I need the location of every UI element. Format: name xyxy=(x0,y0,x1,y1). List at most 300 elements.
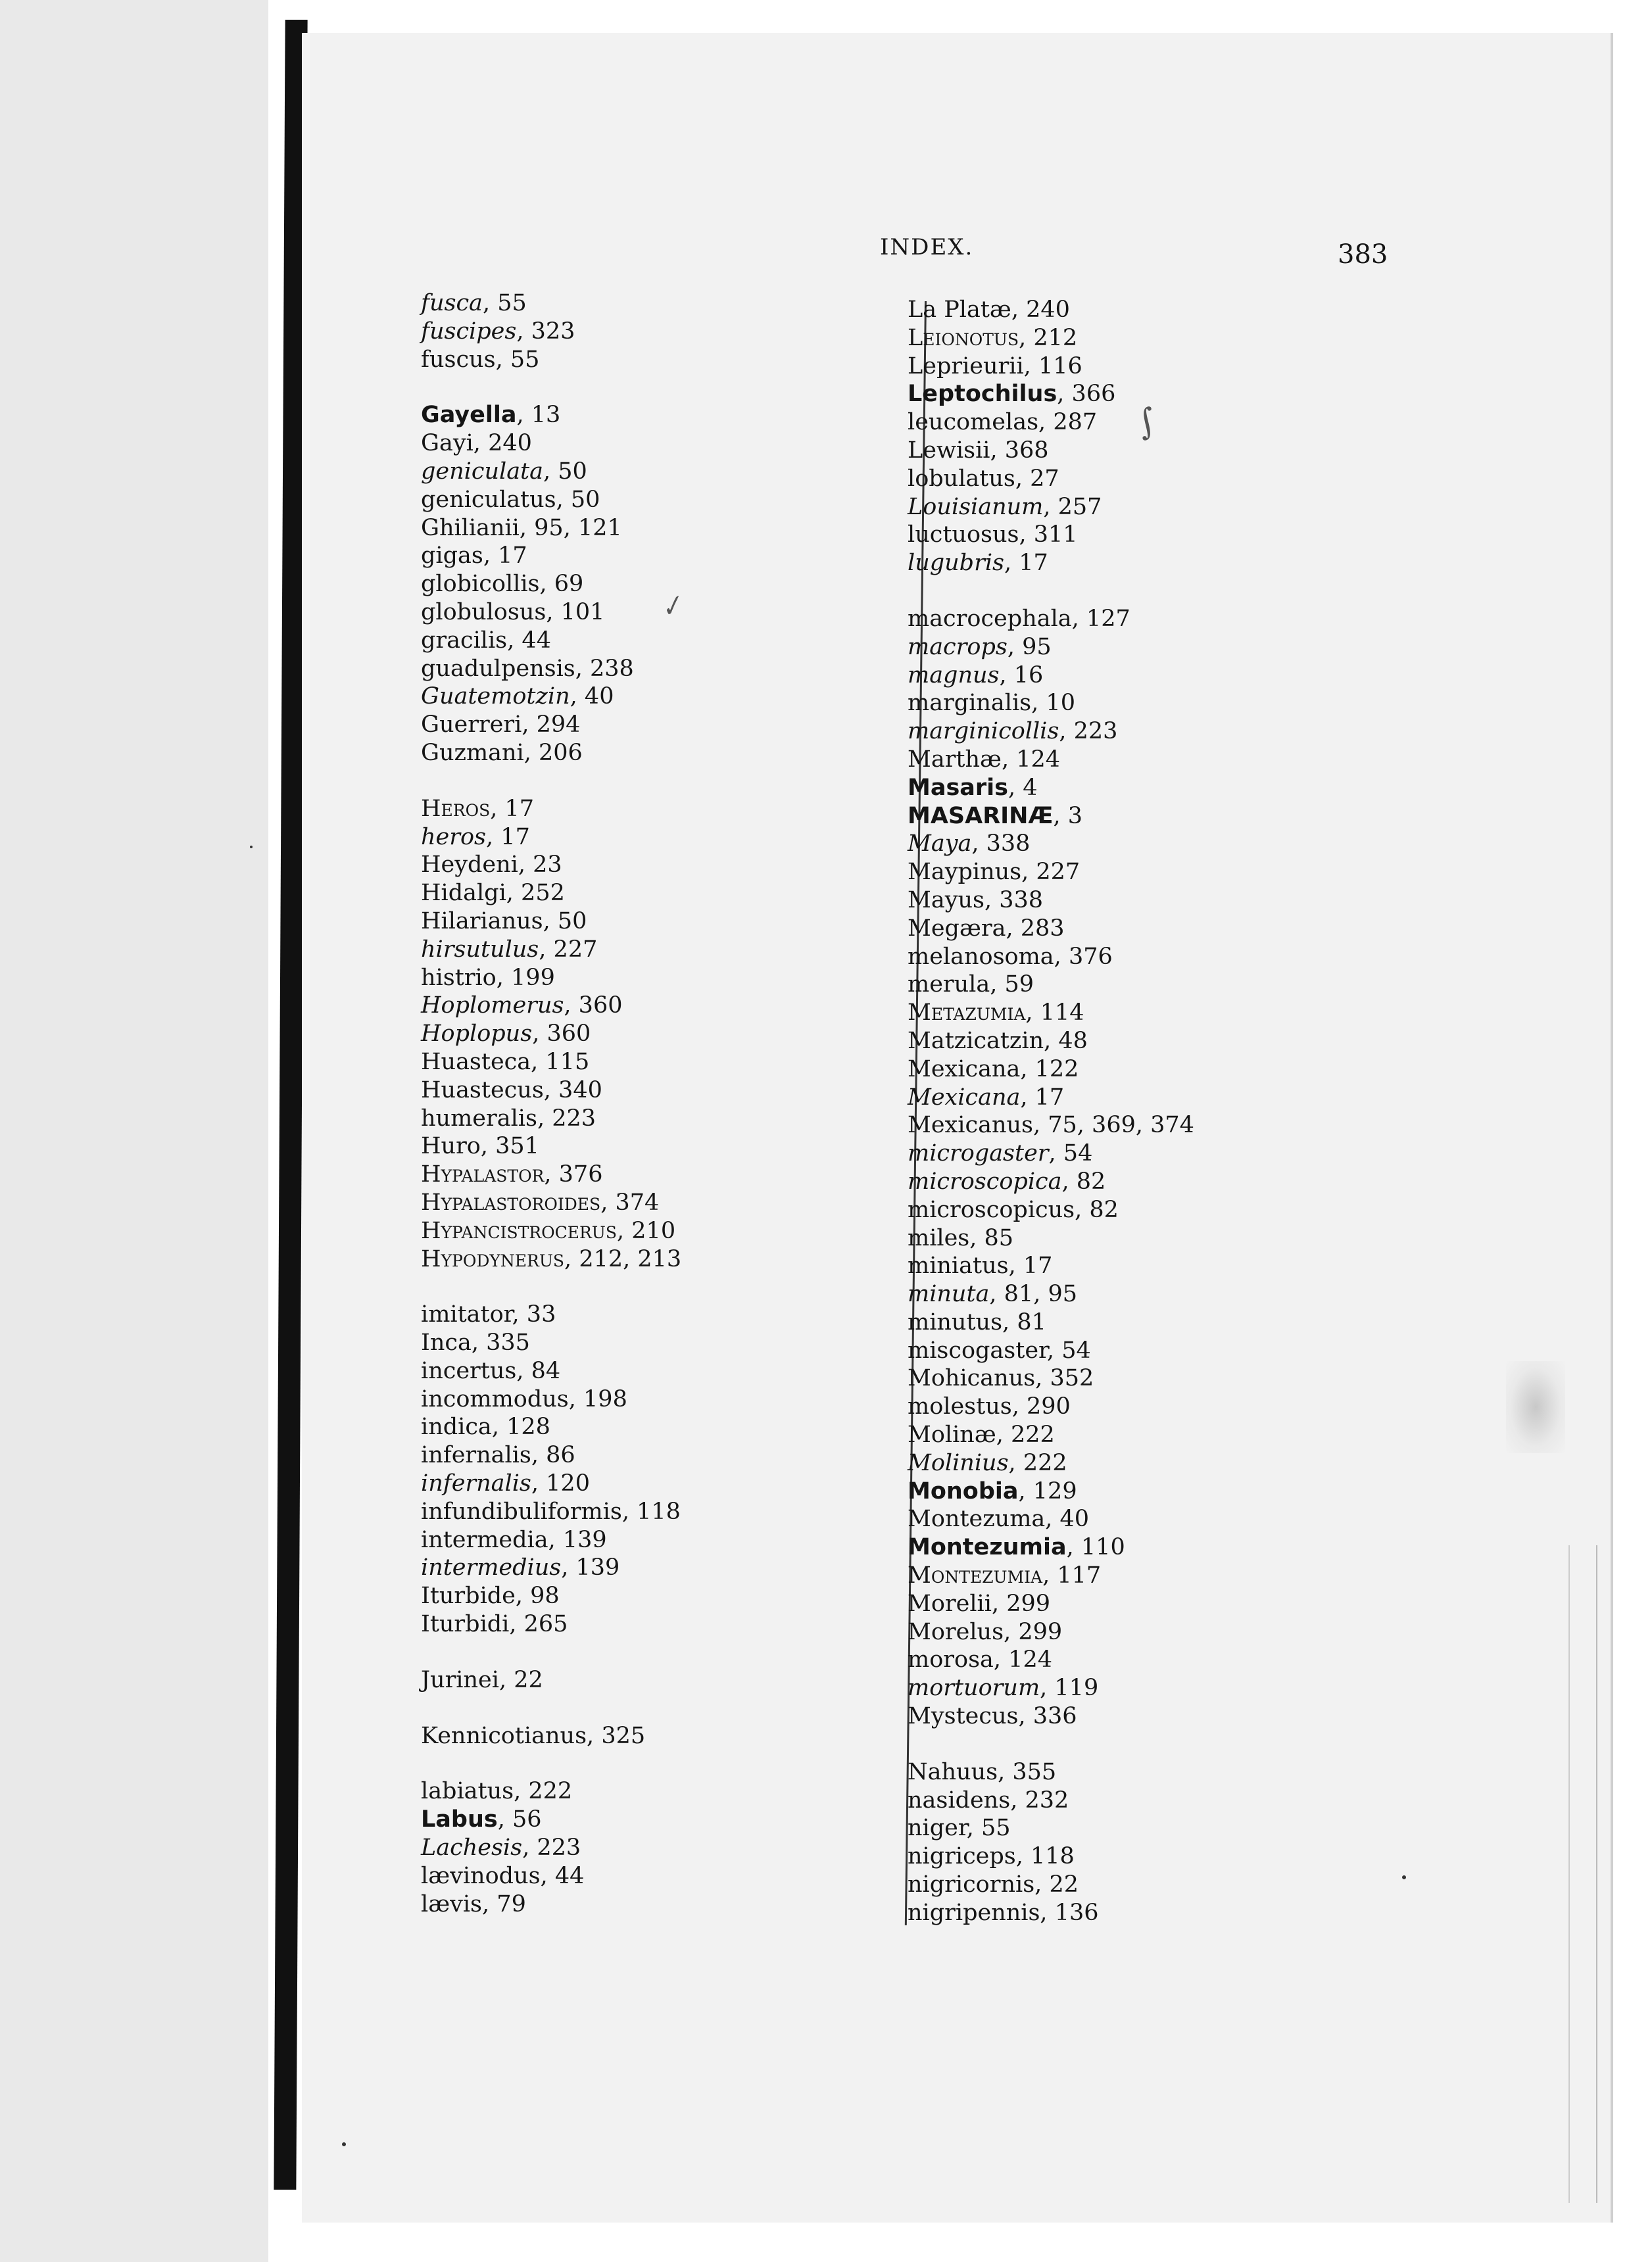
index-term: Hoplomerus xyxy=(421,992,564,1019)
index-term: fusca xyxy=(421,290,483,316)
index-term: histrio xyxy=(421,964,497,991)
index-term: Mohicanus xyxy=(908,1365,1036,1392)
index-pages: 48 xyxy=(1058,1027,1088,1054)
index-pages: 351 xyxy=(495,1133,539,1160)
index-entry: humeralis, 223 xyxy=(421,1105,596,1132)
index-term: nigriceps xyxy=(908,1843,1016,1870)
index-term: lævis xyxy=(421,1890,483,1917)
index-pages: 232 xyxy=(1025,1787,1069,1814)
index-entry: Montezumia, 117 xyxy=(908,1562,1102,1589)
pencil-check-mark: ∫ xyxy=(1132,400,1161,444)
index-entry: Heydeni, 23 xyxy=(421,852,562,878)
index-entry: geniculata, 50 xyxy=(421,458,587,485)
index-pages: 376 xyxy=(558,1161,603,1188)
index-term: microscopicus xyxy=(908,1196,1075,1223)
index-entry: Morelus, 299 xyxy=(908,1618,1063,1645)
index-term: Molinius xyxy=(908,1449,1009,1476)
index-pages: 127 xyxy=(1086,605,1130,632)
index-pages: 124 xyxy=(1016,746,1061,773)
index-pages: 50 xyxy=(557,907,587,934)
index-entry: hirsutulus, 227 xyxy=(421,936,598,963)
index-term: Montezumia xyxy=(908,1534,1067,1561)
index-pages: 95, 121 xyxy=(534,514,622,541)
index-entry: microgaster, 54 xyxy=(908,1140,1093,1167)
index-term: Iturbidi xyxy=(421,1611,510,1638)
index-pages: 139 xyxy=(562,1526,607,1553)
index-term: Kennicotianus xyxy=(421,1722,587,1749)
index-pages: 17 xyxy=(1034,1084,1065,1111)
index-term: mortuorum xyxy=(908,1675,1040,1702)
index-term: leucomelas xyxy=(908,409,1039,436)
index-entry: Huasteca, 115 xyxy=(421,1048,590,1075)
index-term: Hoplopus xyxy=(421,1021,533,1047)
index-entry: Mexicana, 17 xyxy=(908,1084,1065,1111)
index-term: Montezuma xyxy=(908,1506,1046,1533)
index-entry: lævinodus, 44 xyxy=(421,1862,585,1889)
index-entry: marginalis, 10 xyxy=(908,690,1075,717)
index-pages: 110 xyxy=(1081,1534,1125,1561)
index-term: geniculatus xyxy=(421,486,556,513)
index-term: microgaster xyxy=(908,1140,1049,1167)
index-term: Hidalgi xyxy=(421,880,506,907)
index-entry: Louisianum, 257 xyxy=(908,493,1102,520)
index-entry: incommodus, 198 xyxy=(421,1385,627,1412)
index-term: heros xyxy=(421,823,487,850)
index-entry: histrio, 199 xyxy=(421,964,555,991)
index-term: intermedia xyxy=(421,1526,548,1553)
index-entry: Hoplopus, 360 xyxy=(421,1021,591,1047)
index-entry: Iturbide, 98 xyxy=(421,1583,560,1610)
index-pages: 13 xyxy=(531,402,561,429)
index-pages: 4 xyxy=(1023,774,1038,801)
index-term: incertus xyxy=(421,1357,517,1384)
index-pages: 122 xyxy=(1034,1055,1079,1082)
index-pages: 16 xyxy=(1013,662,1044,688)
index-pages: 119 xyxy=(1054,1675,1099,1702)
index-entry: labiatus, 222 xyxy=(421,1778,573,1805)
index-entry: fuscus, 55 xyxy=(421,346,540,373)
index-entry: Inca, 335 xyxy=(421,1330,530,1357)
index-pages: 206 xyxy=(539,739,583,766)
index-pages: 23 xyxy=(533,852,562,878)
index-entry: heros, 17 xyxy=(421,823,530,850)
index-entry: geniculatus, 50 xyxy=(421,486,600,513)
index-entry: mortuorum, 119 xyxy=(908,1675,1099,1702)
index-entry: nasidens, 232 xyxy=(908,1787,1069,1814)
index-pages: 50 xyxy=(570,486,600,513)
index-term: Labus xyxy=(421,1806,498,1833)
index-pages: 59 xyxy=(1004,971,1034,998)
index-pages: 86 xyxy=(546,1442,575,1469)
index-entry: Mystecus, 336 xyxy=(908,1703,1077,1730)
index-entry: Jurinei, 22 xyxy=(421,1666,543,1693)
index-pages: 17 xyxy=(504,795,535,822)
index-pages: 69 xyxy=(554,571,584,598)
index-pages: 79 xyxy=(497,1890,526,1917)
index-term: fuscus xyxy=(421,346,496,373)
index-term: imitator xyxy=(421,1301,512,1328)
index-term: globulosus xyxy=(421,598,547,625)
index-pages: 17 xyxy=(498,542,527,569)
index-pages: 223 xyxy=(552,1105,596,1132)
index-entry: miscogaster, 54 xyxy=(908,1337,1091,1364)
index-entry: Masaris, 4 xyxy=(908,774,1038,801)
index-pages: 222 xyxy=(528,1778,573,1805)
index-pages: 238 xyxy=(590,655,634,682)
index-entry: imitator, 33 xyxy=(421,1301,556,1328)
index-term: lugubris xyxy=(908,550,1004,577)
index-pages: 212 xyxy=(1033,324,1078,351)
index-entry: infernalis, 120 xyxy=(421,1470,590,1497)
index-term: Hilarianus xyxy=(421,907,543,934)
index-pages: 222 xyxy=(1023,1449,1067,1476)
index-pages: 95 xyxy=(1022,633,1052,660)
page-edges xyxy=(1568,1545,1597,2203)
index-entry: nigripennis, 136 xyxy=(908,1899,1099,1926)
index-entry: Megæra, 283 xyxy=(908,915,1065,942)
index-term: intermedius xyxy=(421,1554,562,1581)
index-entry: merula, 59 xyxy=(908,971,1034,998)
index-pages: 240 xyxy=(1026,297,1070,323)
index-entry: MASARINÆ, 3 xyxy=(908,802,1082,829)
index-entry: globulosus, 101 xyxy=(421,598,605,625)
pencil-check-mark: ✓ xyxy=(656,589,687,625)
index-term: Guatemotzin xyxy=(421,683,570,710)
index-term: Guzmani xyxy=(421,739,524,766)
index-term: microscopica xyxy=(908,1168,1062,1195)
index-entry: miles, 85 xyxy=(908,1224,1014,1251)
index-term: Leionotus xyxy=(908,324,1019,351)
index-term: miscogaster xyxy=(908,1337,1047,1364)
index-pages: 199 xyxy=(511,964,555,991)
index-term: gracilis xyxy=(421,627,508,654)
index-entry: microscopicus, 82 xyxy=(908,1196,1119,1223)
index-term: indica xyxy=(421,1414,492,1441)
index-entry: indica, 128 xyxy=(421,1414,550,1441)
index-term: lobulatus xyxy=(908,465,1015,492)
paper-smudge xyxy=(1506,1361,1565,1453)
index-entry: infundibuliformis, 118 xyxy=(421,1498,681,1525)
index-term: nasidens xyxy=(908,1787,1011,1814)
page-number: 383 xyxy=(1338,239,1388,270)
index-term: morosa xyxy=(908,1647,994,1673)
index-term: labiatus xyxy=(421,1778,514,1805)
index-pages: 366 xyxy=(1071,381,1116,408)
index-term: Hypodynerus xyxy=(421,1245,565,1272)
index-entry: globicollis, 69 xyxy=(421,571,584,598)
index-pages: 222 xyxy=(1011,1422,1055,1449)
index-term: MASARINÆ xyxy=(908,802,1054,829)
index-entry: luctuosus, 311 xyxy=(908,521,1078,548)
index-entry: Leprieurii, 116 xyxy=(908,352,1082,379)
index-term: miniatus xyxy=(908,1253,1009,1280)
index-entry: Leptochilus, 366 xyxy=(908,381,1116,408)
index-term: Huro xyxy=(421,1133,481,1160)
index-entry: incertus, 84 xyxy=(421,1357,561,1384)
index-term: miles xyxy=(908,1224,970,1251)
index-entry: Nahuus, 355 xyxy=(908,1758,1057,1785)
index-term: Morelii xyxy=(908,1590,992,1617)
index-pages: 287 xyxy=(1053,409,1098,436)
index-pages: 240 xyxy=(488,430,532,457)
index-term: Ghilianii xyxy=(421,514,520,541)
index-entry: gracilis, 44 xyxy=(421,627,551,654)
index-pages: 335 xyxy=(486,1330,530,1357)
index-term: Hypalastoroides xyxy=(421,1189,601,1216)
index-pages: 338 xyxy=(999,886,1044,913)
index-entry: Monobia, 129 xyxy=(908,1478,1077,1504)
index-entry: fuscipes, 323 xyxy=(421,318,575,345)
index-entry: Mohicanus, 352 xyxy=(908,1365,1094,1392)
index-term: Jurinei xyxy=(421,1666,499,1693)
index-pages: 117 xyxy=(1057,1562,1102,1589)
index-pages: 129 xyxy=(1032,1478,1077,1504)
index-pages: 340 xyxy=(558,1076,602,1103)
index-entry: infernalis, 86 xyxy=(421,1442,575,1469)
index-term: nigricornis xyxy=(908,1871,1035,1898)
index-entry: marginicollis, 223 xyxy=(908,718,1118,745)
index-entry: Guzmani, 206 xyxy=(421,739,583,766)
index-entry: guadulpensis, 238 xyxy=(421,655,634,682)
index-term: Gayi xyxy=(421,430,474,457)
index-term: Marthæ xyxy=(908,746,1002,773)
index-term: luctuosus xyxy=(908,521,1019,548)
index-entry: Molinius, 222 xyxy=(908,1449,1067,1476)
index-pages: 223 xyxy=(1073,718,1118,745)
index-entry: Maya, 338 xyxy=(908,830,1031,857)
index-pages: 360 xyxy=(547,1021,591,1047)
index-pages: 55 xyxy=(981,1815,1011,1842)
index-term: Louisianum xyxy=(908,493,1044,520)
facing-page xyxy=(0,0,268,2262)
index-term: Maypinus xyxy=(908,859,1022,886)
index-pages: 17 xyxy=(500,823,530,850)
index-entry: minutus, 81 xyxy=(908,1309,1046,1336)
index-entry: Leionotus, 212 xyxy=(908,324,1078,351)
index-entry: Hoplomerus, 360 xyxy=(421,992,623,1019)
index-pages: 82 xyxy=(1076,1168,1106,1195)
index-pages: 212, 213 xyxy=(579,1245,682,1272)
index-entry: gigas, 17 xyxy=(421,542,527,569)
index-entry: Hidalgi, 252 xyxy=(421,880,565,907)
index-pages: 101 xyxy=(560,598,605,625)
index-entry: Matzicatzin, 48 xyxy=(908,1027,1088,1054)
index-term: infernalis xyxy=(421,1442,531,1469)
index-term: lævinodus xyxy=(421,1862,541,1889)
index-pages: 55 xyxy=(510,346,540,373)
index-pages: 374 xyxy=(615,1189,660,1216)
index-term: Nahuus xyxy=(908,1758,998,1785)
index-pages: 210 xyxy=(631,1217,676,1244)
index-entry: Ghilianii, 95, 121 xyxy=(421,514,622,541)
index-entry: minuta, 81, 95 xyxy=(908,1281,1077,1308)
index-term: Hypancistrocerus xyxy=(421,1217,618,1244)
index-term: nigripennis xyxy=(908,1899,1040,1926)
index-pages: 124 xyxy=(1008,1647,1052,1673)
index-term: macrocephala xyxy=(908,605,1072,632)
index-term: Huasteca xyxy=(421,1048,531,1075)
index-pages: 355 xyxy=(1012,1758,1057,1785)
index-entry: Lachesis, 223 xyxy=(421,1835,581,1862)
index-entry: Maypinus, 227 xyxy=(908,859,1081,886)
paper-speck xyxy=(342,2142,346,2146)
index-pages: 115 xyxy=(545,1048,590,1075)
index-pages: 27 xyxy=(1030,465,1059,492)
index-column-right xyxy=(908,296,1194,1927)
index-term: incommodus xyxy=(421,1385,569,1412)
index-pages: 55 xyxy=(497,290,527,316)
index-entry: Kennicotianus, 325 xyxy=(421,1722,646,1749)
index-entry: Morelii, 299 xyxy=(908,1590,1051,1617)
index-term: marginicollis xyxy=(908,718,1059,745)
index-pages: 81, 95 xyxy=(1004,1281,1077,1308)
index-term: guadulpensis xyxy=(421,655,575,682)
index-pages: 223 xyxy=(537,1835,581,1862)
index-pages: 299 xyxy=(1018,1618,1063,1645)
index-term: Molinæ xyxy=(908,1422,996,1449)
index-entry: molestus, 290 xyxy=(908,1393,1071,1420)
index-term: marginalis xyxy=(908,690,1032,717)
index-term: Gayella xyxy=(421,402,517,429)
index-entry: nigriceps, 118 xyxy=(908,1843,1075,1870)
index-pages: 54 xyxy=(1061,1337,1091,1364)
index-entry: Mayus, 338 xyxy=(908,886,1044,913)
index-term: Maya xyxy=(908,830,972,857)
index-entry: Montezumia, 110 xyxy=(908,1534,1125,1561)
index-pages: 338 xyxy=(986,830,1031,857)
index-pages: 82 xyxy=(1089,1196,1119,1223)
index-entry: Huro, 351 xyxy=(421,1133,539,1160)
index-pages: 81 xyxy=(1017,1309,1046,1336)
index-pages: 128 xyxy=(506,1414,550,1441)
index-term: merula xyxy=(908,971,990,998)
index-term: Mystecus xyxy=(908,1703,1019,1730)
index-entry: Mexicanus, 75, 369, 374 xyxy=(908,1112,1194,1139)
index-pages: 116 xyxy=(1038,352,1082,379)
index-term: Heros xyxy=(421,795,491,822)
index-term: Mexicana xyxy=(908,1055,1021,1082)
index-entry: Montezuma, 40 xyxy=(908,1506,1090,1533)
index-entry: Hypodynerus, 212, 213 xyxy=(421,1245,682,1272)
index-term: Morelus xyxy=(908,1618,1004,1645)
index-pages: 17 xyxy=(1023,1253,1053,1280)
index-pages: 17 xyxy=(1019,550,1048,577)
index-term: Metazumia xyxy=(908,999,1026,1026)
index-entry: intermedia, 139 xyxy=(421,1526,607,1553)
index-entry: macrops, 95 xyxy=(908,633,1052,660)
index-entry: Marthæ, 124 xyxy=(908,746,1061,773)
index-pages: 54 xyxy=(1063,1140,1093,1167)
index-entry: Hypalastoroides, 374 xyxy=(421,1189,660,1216)
index-entry: Hilarianus, 50 xyxy=(421,907,587,934)
index-term: niger xyxy=(908,1815,967,1842)
index-term: Mayus xyxy=(908,886,984,913)
paper-speck xyxy=(1402,1875,1406,1879)
index-term: Mexicana xyxy=(908,1084,1021,1111)
index-term: La Platæ xyxy=(908,297,1011,323)
index-entry: Guatemotzin, 40 xyxy=(421,683,614,710)
index-entry: lævis, 79 xyxy=(421,1890,526,1917)
index-pages: 360 xyxy=(578,992,623,1019)
index-pages: 257 xyxy=(1057,493,1102,520)
index-entry: lugubris, 17 xyxy=(908,550,1048,577)
index-term: geniculata xyxy=(421,458,543,485)
index-pages: 283 xyxy=(1020,915,1065,942)
index-term: infernalis xyxy=(421,1470,531,1497)
index-term: Hypalastor xyxy=(421,1161,545,1188)
index-entry: Gayi, 240 xyxy=(421,430,532,457)
index-pages: 325 xyxy=(601,1722,646,1749)
paper-speck xyxy=(250,846,253,848)
index-entry: Hypalastor, 376 xyxy=(421,1161,603,1188)
index-term: macrops xyxy=(908,633,1008,660)
index-entry: lobulatus, 27 xyxy=(908,465,1059,492)
index-pages: 311 xyxy=(1033,521,1078,548)
index-term: Guerreri xyxy=(421,711,522,738)
index-entry: melanosoma, 376 xyxy=(908,943,1113,970)
index-pages: 33 xyxy=(526,1301,556,1328)
index-entry: La Platæ, 240 xyxy=(908,297,1070,323)
index-term: gigas xyxy=(421,542,483,569)
index-pages: 352 xyxy=(1050,1365,1094,1392)
index-entry: intermedius, 139 xyxy=(421,1554,620,1581)
index-term: Heydeni xyxy=(421,852,518,878)
index-term: Megæra xyxy=(908,915,1006,942)
index-entry: niger, 55 xyxy=(908,1815,1011,1842)
index-pages: 118 xyxy=(1031,1843,1075,1870)
index-term: melanosoma xyxy=(908,943,1054,970)
index-term: Masaris xyxy=(908,774,1008,801)
index-pages: 323 xyxy=(531,318,575,345)
index-term: Inca xyxy=(421,1330,472,1357)
index-pages: 44 xyxy=(522,627,551,654)
index-term: Leprieurii xyxy=(908,352,1024,379)
index-entry: Guerreri, 294 xyxy=(421,711,581,738)
index-term: minuta xyxy=(908,1281,990,1308)
index-entry: Lewisii, 368 xyxy=(908,437,1049,464)
index-term: Montezumia xyxy=(908,1562,1043,1589)
index-term: minutus xyxy=(908,1309,1003,1336)
index-entry: microscopica, 82 xyxy=(908,1168,1106,1195)
index-entry: fusca, 55 xyxy=(421,290,527,316)
index-term: Matzicatzin xyxy=(908,1027,1044,1054)
index-entry: morosa, 124 xyxy=(908,1647,1052,1673)
index-entry: Mexicana, 122 xyxy=(908,1055,1079,1082)
running-head: INDEX. xyxy=(880,234,974,260)
index-entry: Gayella, 13 xyxy=(421,402,561,429)
index-entry: Hypancistrocerus, 210 xyxy=(421,1217,676,1244)
index-pages: 22 xyxy=(514,1666,543,1693)
index-entry: macrocephala, 127 xyxy=(908,605,1130,632)
index-entry: Metazumia, 114 xyxy=(908,999,1084,1026)
index-pages: 40 xyxy=(1059,1506,1090,1533)
index-pages: 376 xyxy=(1068,943,1113,970)
index-term: humeralis xyxy=(421,1105,537,1132)
index-pages: 290 xyxy=(1026,1393,1071,1420)
index-pages: 56 xyxy=(512,1806,542,1833)
index-entry: nigricornis, 22 xyxy=(908,1871,1079,1898)
index-pages: 265 xyxy=(523,1611,568,1638)
index-pages: 299 xyxy=(1006,1590,1051,1617)
index-entry: miniatus, 17 xyxy=(908,1253,1053,1280)
index-entry: Iturbidi, 265 xyxy=(421,1611,568,1638)
index-pages: 98 xyxy=(530,1583,560,1610)
index-pages: 336 xyxy=(1032,1703,1077,1730)
index-entry: Molinæ, 222 xyxy=(908,1422,1055,1449)
index-column-left xyxy=(421,289,681,1918)
index-pages: 227 xyxy=(1036,859,1081,886)
index-pages: 40 xyxy=(584,683,614,710)
